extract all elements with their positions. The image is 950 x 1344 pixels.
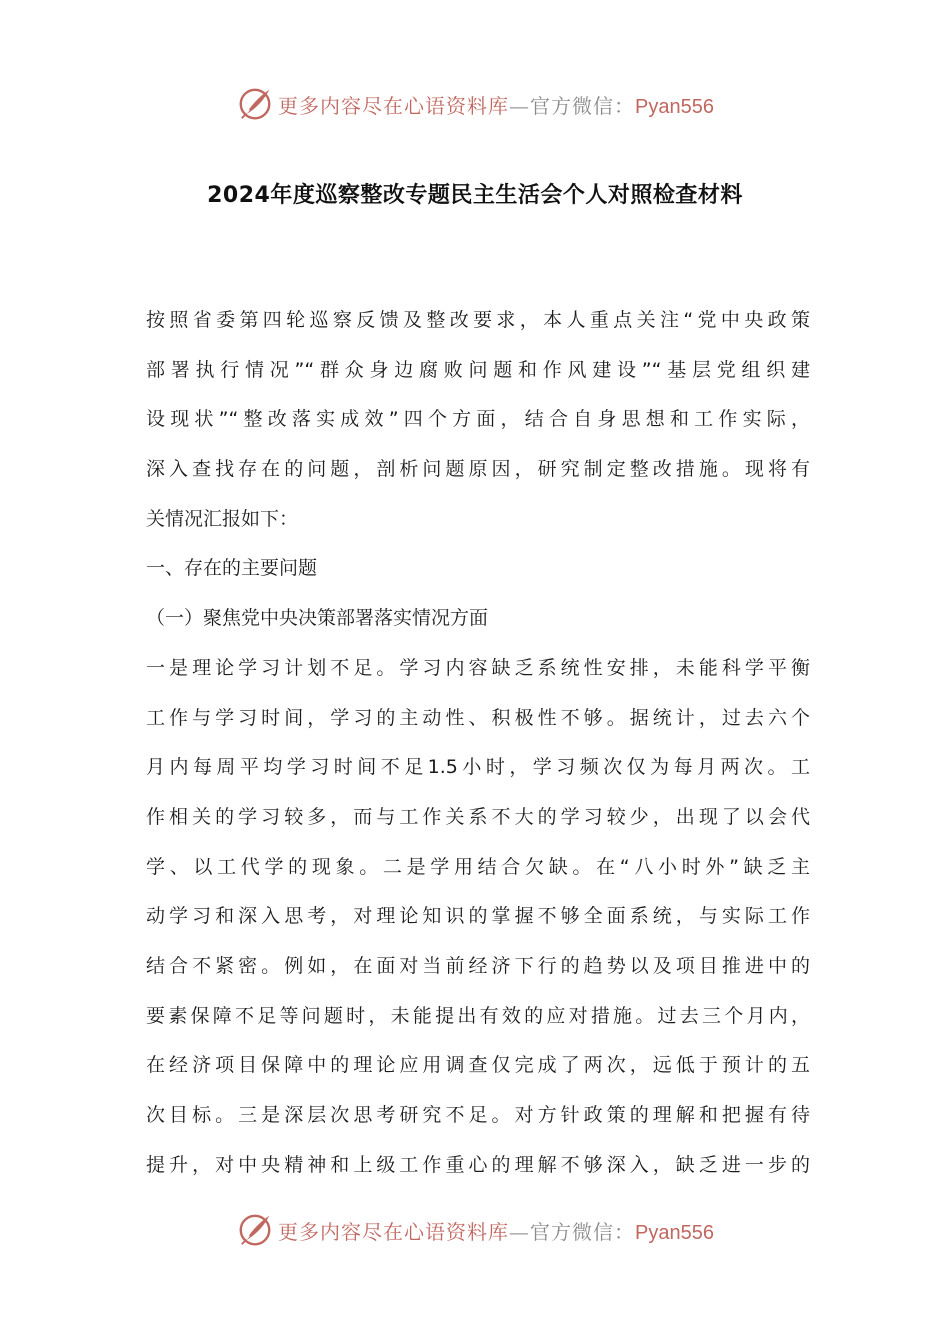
text-line: 要素保障不足等问题时，未能提出有效的应对措施。过去三个月内，	[146, 1004, 810, 1027]
text-line: 提升，对中央精神和上级工作重心的理解不够深入，缺乏进一步的	[146, 1153, 810, 1176]
text-line: 结合不紧密。例如，在面对当前经济下行的趋势以及项目推进中的	[146, 954, 810, 977]
header-watermark	[0, 82, 950, 126]
text-line: 学、以工代学的现象。二是学用结合欠缺。在“八小时外”缺乏主	[146, 855, 810, 878]
text-line: 部署执行情况”“群众身边腐败问题和作风建设”“基层党组织建	[146, 358, 810, 381]
text-line: 深入查找存在的问题，剖析问题原因，研究制定整改措施。现将有	[146, 458, 810, 481]
text-line: 关情况汇报如下：	[146, 507, 299, 530]
text-line: 在经济项目保障中的理论应用调查仅完成了两次，远低于预计的五	[146, 1054, 810, 1077]
watermark-brand: 更多内容尽在心语资料库	[278, 93, 510, 118]
text-line: 工作与学习时间，学习的主动性、积极性不够。据统计，过去六个	[146, 706, 810, 729]
watermark-text	[278, 1216, 714, 1245]
document-body	[146, 296, 810, 1190]
text-line: 作相关的学习较多，而与工作关系不大的学习较少，出现了以会代	[146, 805, 810, 828]
footer-watermark	[0, 1208, 950, 1252]
text-line: 设现状”“整改落实成效”四个方面，结合自身思想和工作实际，	[146, 408, 810, 431]
quill-pen-icon	[236, 85, 274, 123]
watermark-label: 官方微信：	[530, 1219, 636, 1244]
watermark-separator: —	[509, 1219, 531, 1244]
watermark-label: 官方微信：	[530, 93, 636, 118]
watermark-account: Pyan556	[635, 1221, 714, 1244]
document-title: 2024年度巡察整改专题民主生活会个人对照检查材料	[207, 183, 743, 208]
text-line: 按照省委第四轮巡察反馈及整改要求，本人重点关注“党中央政策	[146, 309, 810, 331]
text-line: 动学习和深入思考，对理论知识的掌握不够全面系统，与实际工作	[146, 905, 810, 928]
quill-pen-icon	[236, 1211, 274, 1249]
watermark-account: Pyan556	[635, 95, 714, 118]
text-line: 月内每周平均学习时间不足1.5小时，学习频次仅为每月两次。工	[146, 756, 810, 779]
watermark-separator: —	[509, 93, 531, 118]
text-line: 一、存在的主要问题	[146, 557, 318, 580]
watermark-brand: 更多内容尽在心语资料库	[278, 1219, 510, 1244]
text-line: （一）聚焦党中央决策部署落实情况方面	[146, 607, 489, 630]
text-line: 一是理论学习计划不足。学习内容缺乏系统性安排，未能科学平衡	[146, 656, 810, 679]
text-line: 次目标。三是深层次思考研究不足。对方针政策的理解和把握有待	[146, 1104, 810, 1126]
watermark-text	[278, 90, 714, 119]
